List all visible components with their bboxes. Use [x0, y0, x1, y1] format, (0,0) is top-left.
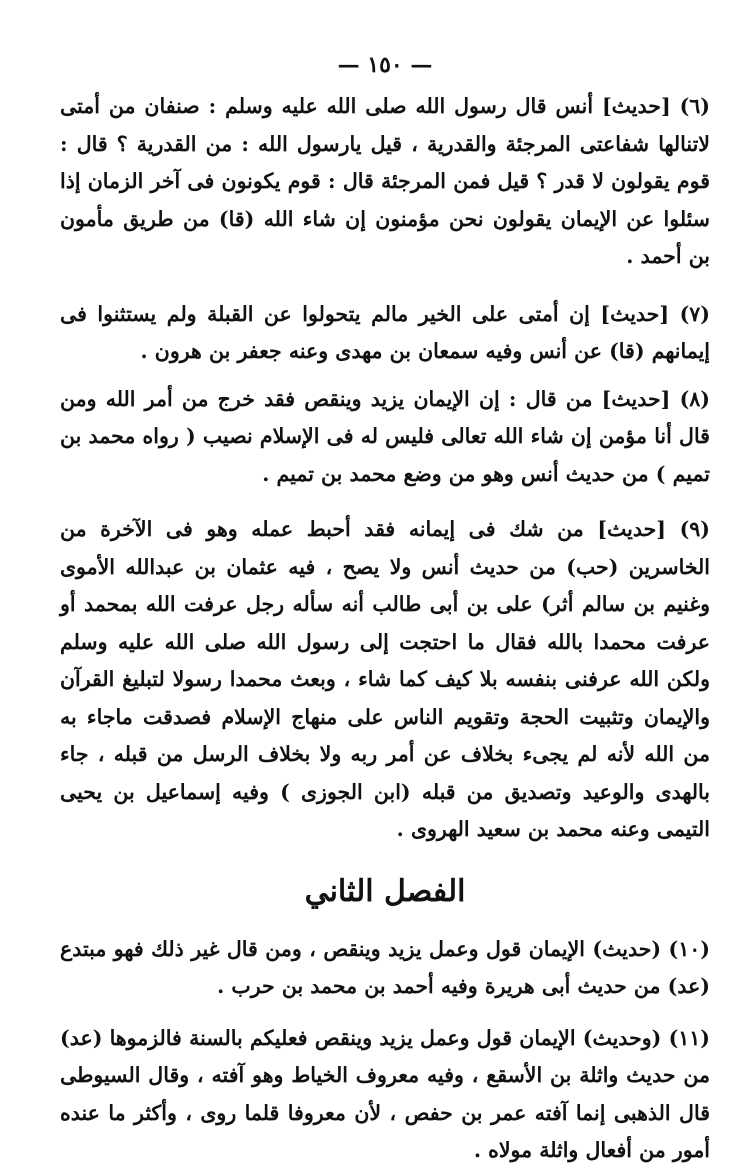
section-heading: الفصل الثاني [304, 873, 466, 909]
page-number: — ١٥٠ — [337, 52, 433, 78]
hadith-paragraph-11: (١١) (وحديث) الإيمان قول وعمل يزيد وينقص فعليكم بالسنة فالزموها (عد) من حديث واثلة بن الأسقع ، وفيه معروف الخياط وهو آفته ، وقال السيوطى قال الذهبى إنما آفته عمر بن حفص ، لأن معروفا قلما روى ، وأكثر ما عنده أمور من أفعال واثلة مولاه . [60, 1025, 710, 1162]
hadith-paragraph-10: (١٠) (حديث) الإيمان قول وعمل يزيد وينقص ، ومن قال غير ذلك فهو مبتدع (عد) من حديث أبى هريرة وفيه أحمد بن محمد بن حرب . [60, 936, 710, 998]
hadith-paragraph-7: (٧) [حديث] إن أمتى على الخير مالم يتحولوا عن القبلة ولم يستثنوا فى إيمانهم (قا) عن أنس وفيه سمعان بن مهدى وعنه جعفر بن هرون . [60, 301, 710, 363]
document-page [60, 48, 710, 1170]
hadith-paragraph-9: (٩) [حديث] من شك فى إيمانه فقد أحبط عمله وهو فى الآخرة من الخاسرين (حب) من حديث أنس ولا يصح ، فيه عثمان بن عبدالله الأموى وغنيم بن سالم أثر) على بن أبى طالب أنه سأله رجل عرفت الله بمحمد أو عرفت محمدا بالله فقال ما احتجت إلى رسول الله صلى الله عليه وسلم ولكن الله عرفنى بنفسه بلا كيف كما شاء ، وبعث محمدا رسولا لتبليغ القرآن والإيمان وتثبيت الحجة وتقويم الناس على منهاج الإسلام فصدقت ماجاء به من الله لأنه لم يجىء بخلاف عن أمر ربه ولا بخلاف الرسل من قبله ، جاء بالهدى والوعيد وتصديق من قبله (ابن الجوزى ) وفيه إسماعيل بن يحيى التيمى وعنه محمد بن سعيد الهروى . [60, 517, 710, 841]
hadith-paragraph-6: (٦) [حديث] أنس قال رسول الله صلى الله عليه وسلم : صنفان من أمتى لاتنالها شفاعتى المرجئة والقدرية ، قيل يارسول الله : من القدرية ؟ قال : قوم يقولون لا قدر ؟ قيل فمن المرجئة قال : قوم يكونون فى آخر الزمان إذا سئلوا عن الإيمان يقولون نحن مؤمنون إن شاء الله (قا) من طريق مأمون بن أحمد . [60, 94, 710, 268]
hadith-paragraph-8: (٨) [حديث] من قال : إن الإيمان يزيد وينقص فقد خرج من أمر الله ومن قال أنا مؤمن إن شاء الله تعالى فليس له فى الإسلام نصيب ( رواه محمد بن تميم ) من حديث أنس وهو من وضع محمد بن تميم . [60, 386, 710, 486]
